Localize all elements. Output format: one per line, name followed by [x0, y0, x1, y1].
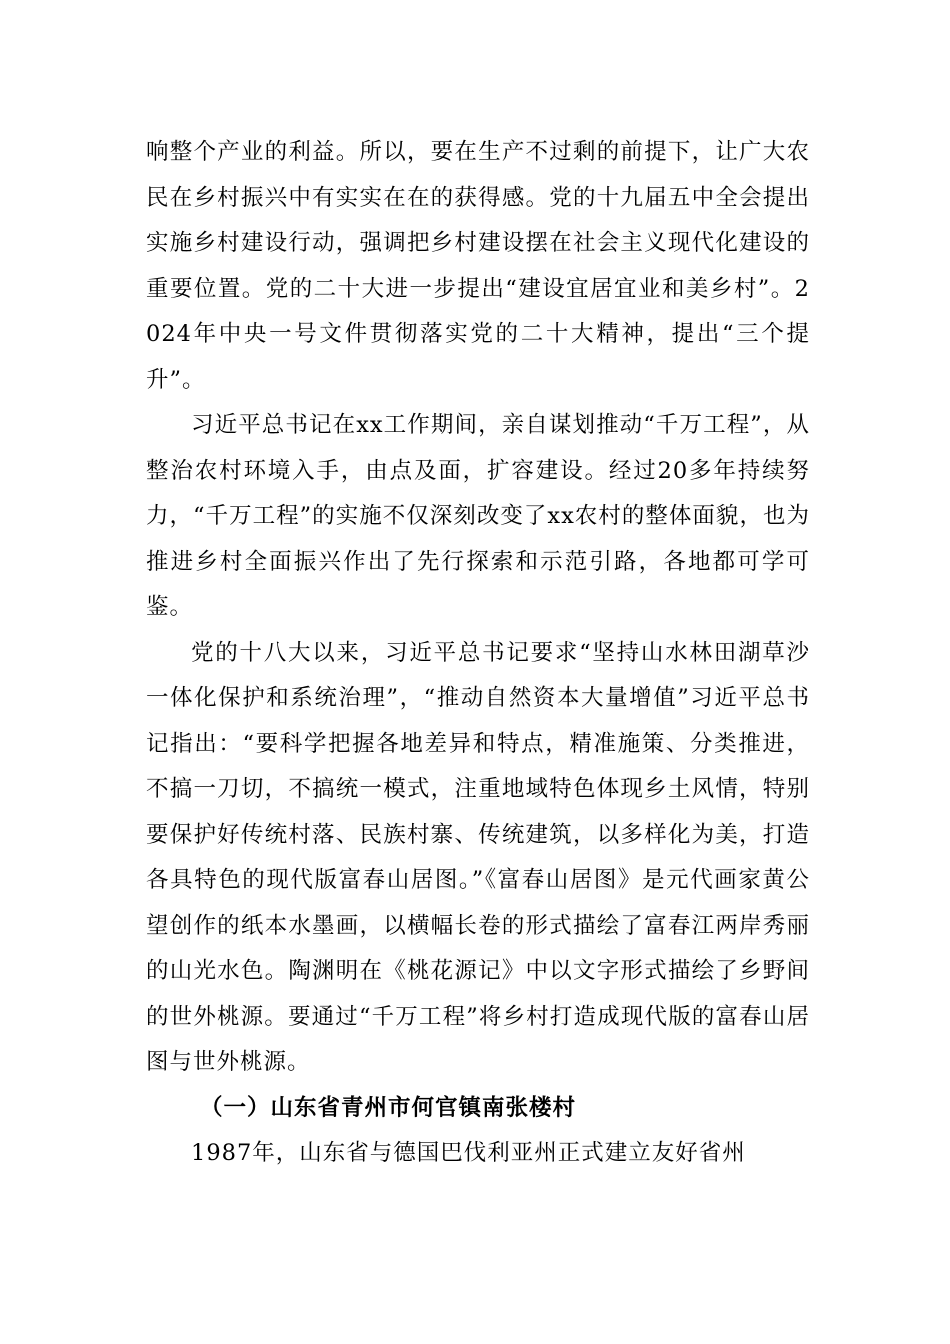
paragraph-qianwan-project: 习近平总书记在xx工作期间，亲自谋划推动“千万工程”，从整治农村环境入手，由点及面，扩容建设。经过20多年持续努力，“千万工程”的实施不仅深刻改变了xx农村的整体面貌，也为推进乡村全面振兴作出了先行探索和示范引路，各地都可学可鉴。 — [146, 412, 810, 620]
document-body — [146, 130, 810, 1177]
section-heading: （一）山东省青州市何官镇南张楼村 — [200, 1094, 577, 1121]
paragraph-continued: 响整个产业的利益。所以，要在生产不过剩的前提下，让广大农民在乡村振兴中有实实在在的获得感。党的十九届五中全会提出实施乡村建设行动，强调把乡村建设摆在社会主义现代化建设的重要位置。党的二十大进一步提出“建设宜居宜业和美乡村”。2024年中央一号文件贯彻落实党的二十大精神，提出“三个提升”。 — [146, 139, 810, 393]
paragraph-fuchun-painting: 党的十八大以来，习近平总书记要求“坚持山水林田湖草沙一体化保护和系统治理”，“推动自然资本大量增值”习近平总书记指出：“要科学把握各地差异和特点，精准施策、分类推进，不搞一刀切，不搞统一模式，注重地域特色体现乡土风情，特别要保护好传统村落、民族村寨、传统建筑，以多样化为美，打造各具特色的现代版富春山居图。”《富春山居图》是元代画家黄公望创作的纸本水墨画，以横幅长卷的形式描绘了富春江两岸秀丽的山光水色。陶渊明在《桃花源记》中以文字形式描绘了乡野间的世外桃源。要通过“千万工程”将乡村打造成现代版的富春山居图与世外桃源。 — [146, 639, 810, 1075]
paragraph-1987: 1987年，山东省与德国巴伐利亚州正式建立友好省州 — [191, 1140, 746, 1166]
